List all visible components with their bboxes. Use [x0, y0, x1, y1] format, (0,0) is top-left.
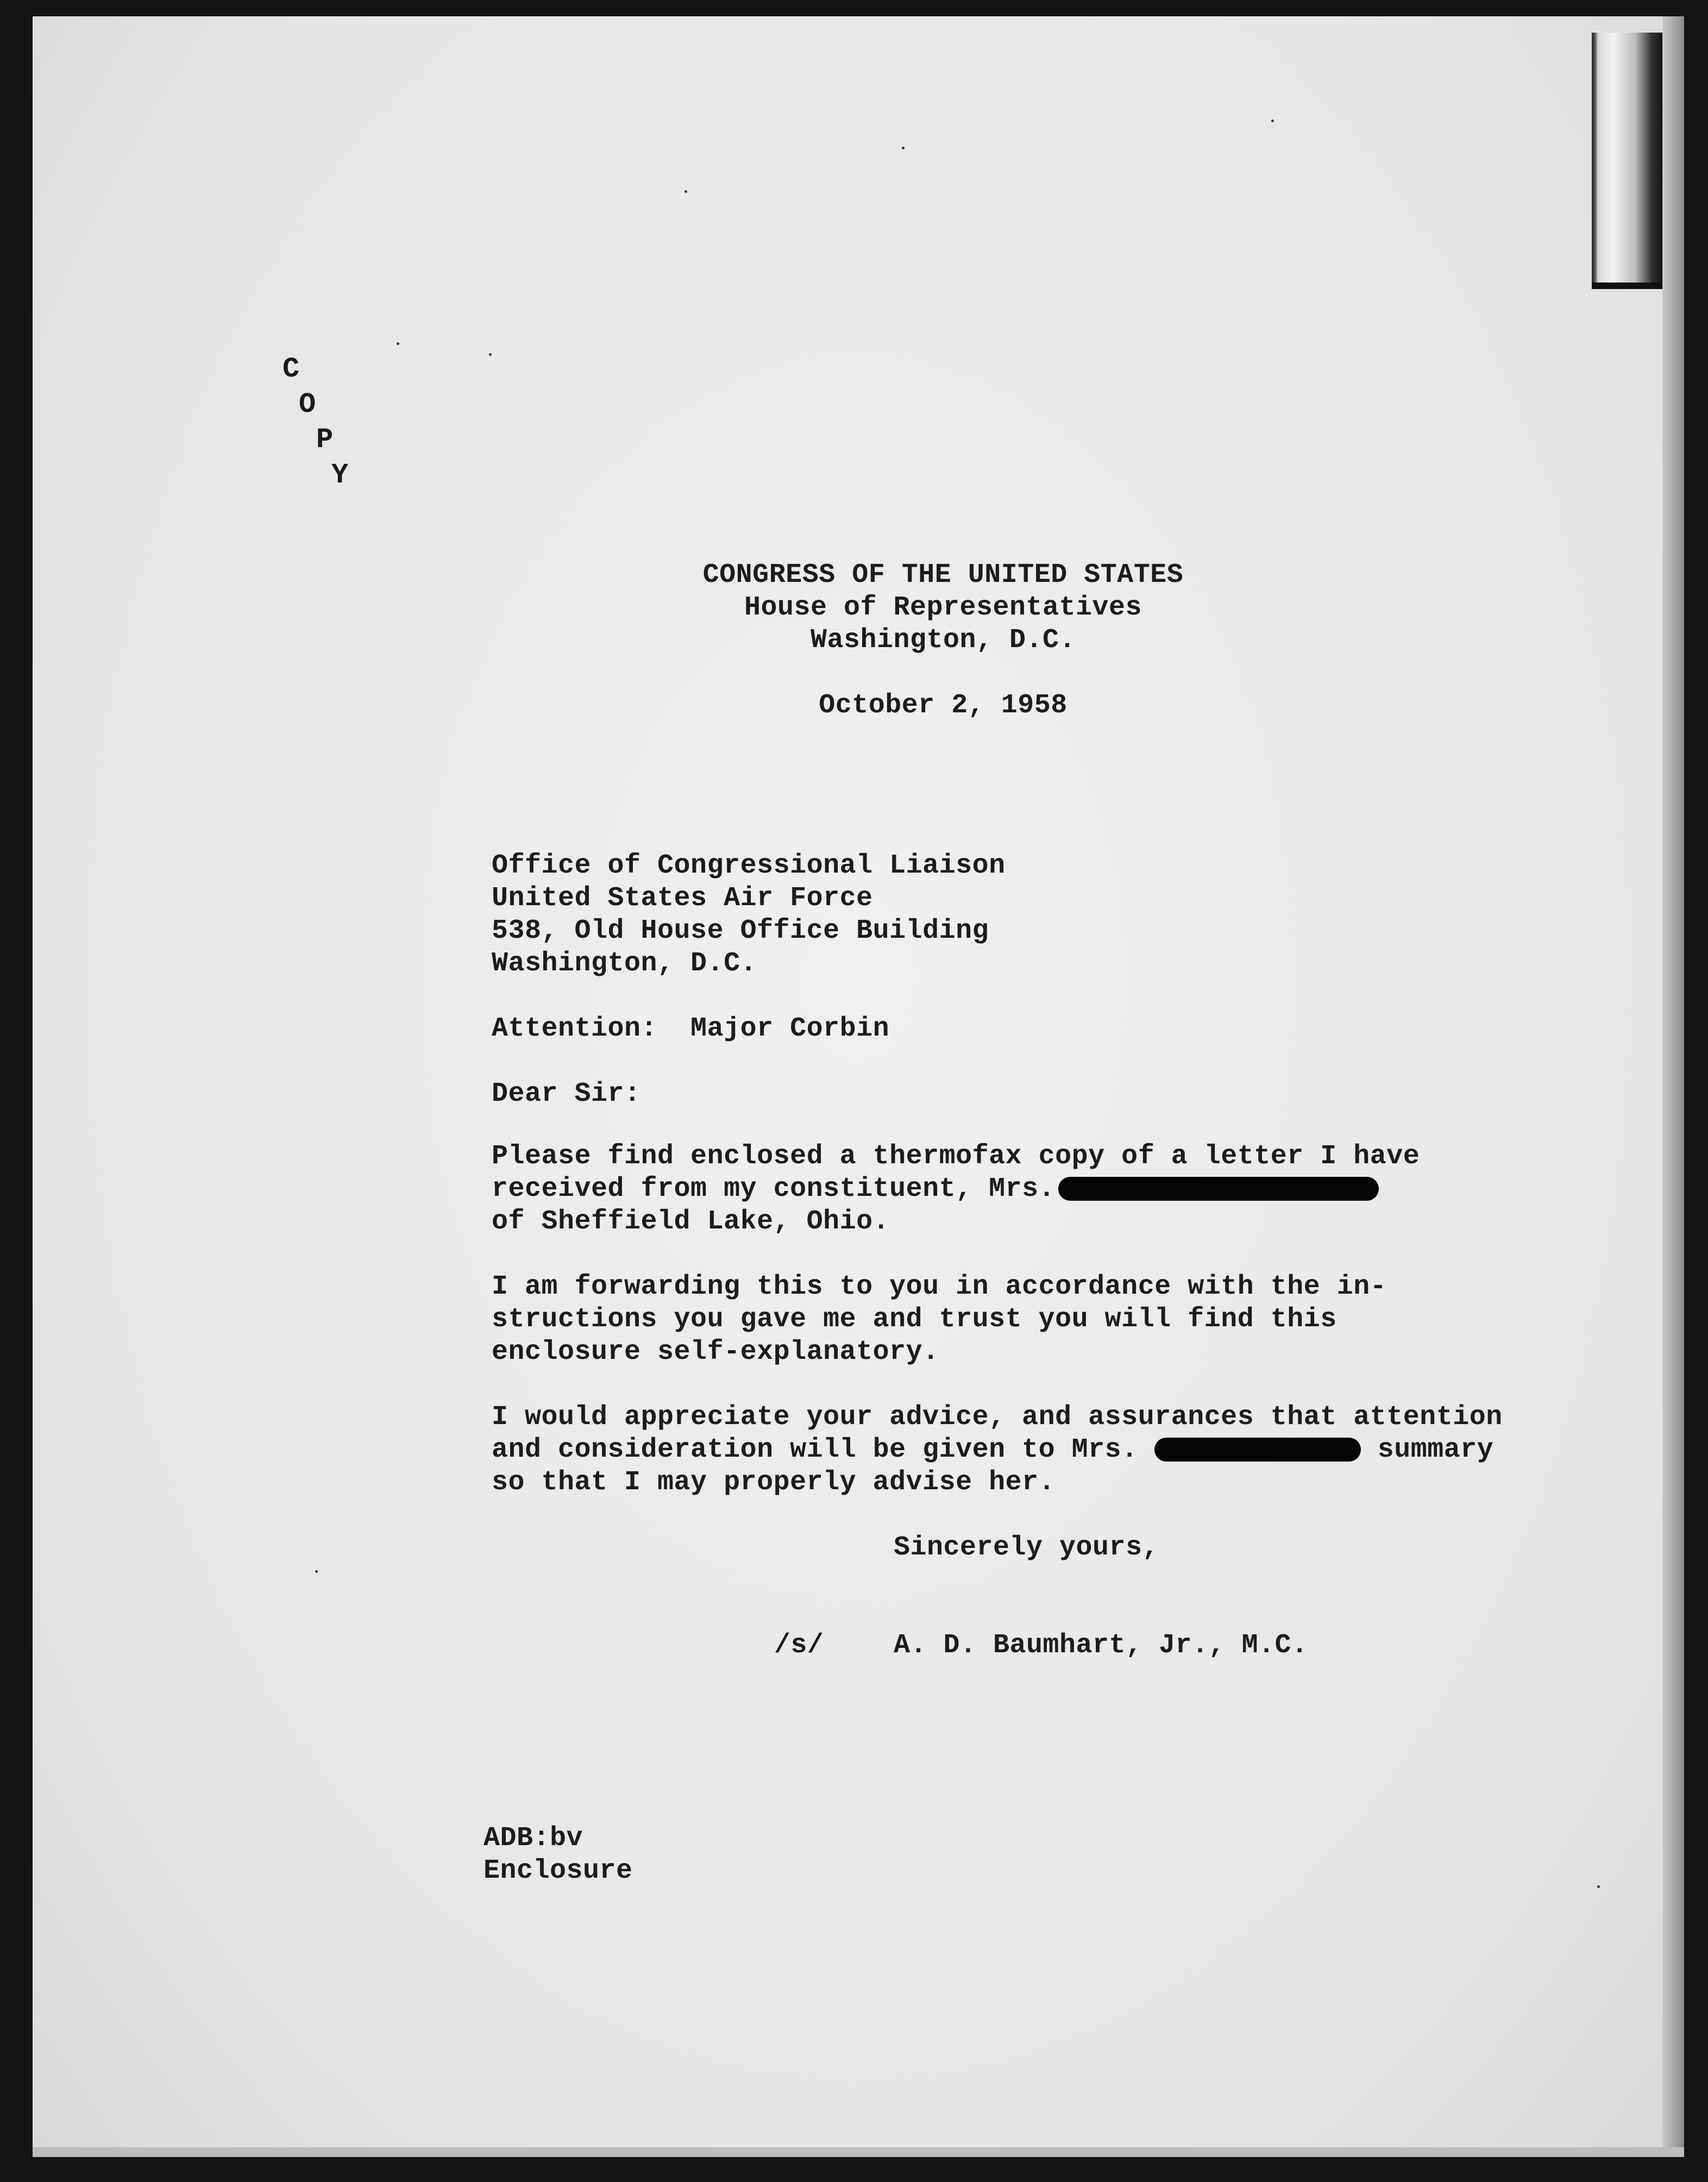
attention-line: Attention: Major Corbin: [492, 1013, 890, 1044]
typist-initials: ADB:bv: [483, 1823, 583, 1854]
closing: Sincerely yours,: [894, 1532, 1159, 1563]
body-p3-line-2-text: and consideration will be given to Mrs.: [492, 1434, 1138, 1465]
letterhead-line-2: House of Representatives: [744, 592, 1142, 623]
scan-speck: [1271, 120, 1274, 122]
body-p2-line-2: structions you gave me and trust you will find this: [492, 1304, 1337, 1335]
scan-speck: [1597, 1885, 1600, 1888]
letterhead-line-3: Washington, D.C.: [810, 625, 1076, 656]
scan-speck: [685, 190, 687, 193]
recipient-line-1: Office of Congressional Liaison: [492, 850, 1006, 881]
recipient-line-2: United States Air Force: [492, 883, 873, 914]
copy-stamp-letter: P: [316, 424, 334, 456]
redaction-bar: [1154, 1438, 1361, 1462]
enclosure-note: Enclosure: [483, 1855, 633, 1886]
document-page: [33, 16, 1684, 2157]
body-p1-line-3: of Sheffield Lake, Ohio.: [492, 1206, 890, 1237]
body-p3-line-2-suffix: summary: [1377, 1434, 1494, 1465]
scan-speck: [902, 147, 905, 149]
signature-mark: /s/: [774, 1630, 824, 1661]
page-bottom-edge: [33, 2147, 1684, 2157]
letterhead-line-1: CONGRESS OF THE UNITED STATES: [702, 560, 1184, 591]
salutation: Dear Sir:: [492, 1079, 641, 1109]
body-p3-line-2: [492, 1434, 1493, 1465]
copy-stamp-letter: C: [282, 353, 300, 385]
recipient-line-3: 538, Old House Office Building: [492, 916, 989, 946]
redaction-bar: [1058, 1177, 1379, 1201]
body-p2-line-1: I am forwarding this to you in accordance with the in-: [492, 1271, 1387, 1302]
scan-speck: [315, 1570, 318, 1573]
body-p1-line-1: Please find enclosed a thermofax copy of a letter I have: [492, 1141, 1420, 1172]
binder-clip-mark: [1592, 33, 1662, 289]
recipient-line-4: Washington, D.C.: [492, 948, 757, 979]
body-p2-line-3: enclosure self-explanatory.: [492, 1337, 939, 1368]
body-p1-line-2: [492, 1174, 1379, 1205]
copy-stamp-letter: O: [299, 388, 316, 421]
body-p1-line-2-text: received from my constituent, Mrs.: [492, 1174, 1056, 1205]
scan-speck: [489, 353, 492, 356]
page-edge-shadow: [1662, 16, 1684, 2157]
body-p3-line-1: I would appreciate your advice, and assurances that attention: [492, 1402, 1503, 1433]
copy-stamp-letter: Y: [331, 459, 349, 491]
body-p3-line-3: so that I may properly advise her.: [492, 1467, 1056, 1498]
letter-date: October 2, 1958: [819, 690, 1068, 721]
signature-name: A. D. Baumhart, Jr., M.C.: [894, 1630, 1308, 1661]
scan-speck: [397, 342, 399, 345]
